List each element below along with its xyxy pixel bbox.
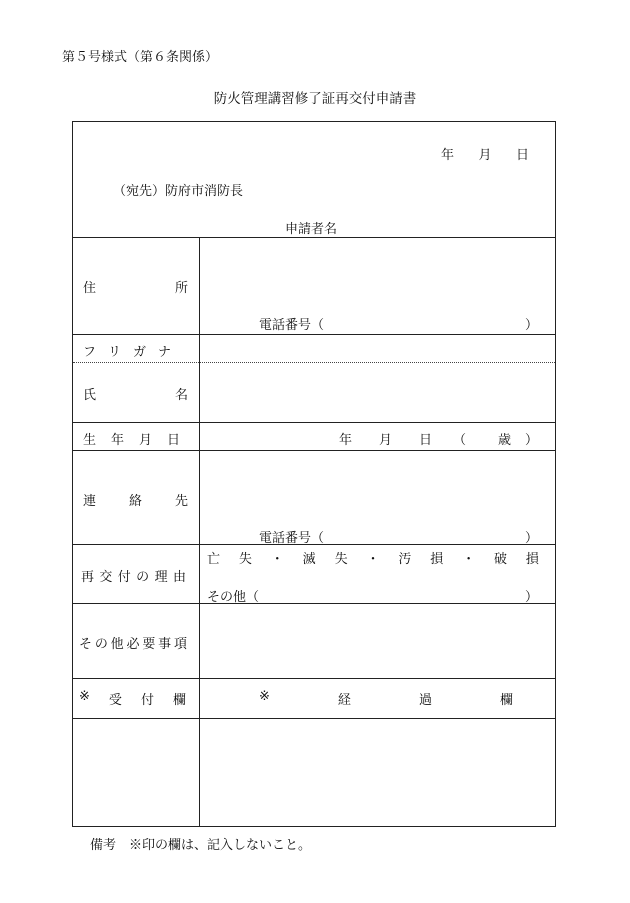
column-divider bbox=[199, 237, 200, 827]
address-phone-close: ） bbox=[525, 318, 539, 333]
birthdate-label: 生 年 月 日 bbox=[83, 433, 180, 448]
age-open-paren: （ bbox=[453, 433, 467, 448]
row-divider bbox=[73, 237, 555, 238]
reason-options: 亡 失 ・ 滅 失 ・ 汚 損 ・ 破 損 bbox=[207, 552, 539, 567]
birth-day-char: 日 bbox=[419, 433, 433, 448]
year-char: 年 bbox=[441, 148, 455, 163]
birth-year-char: 年 bbox=[339, 433, 353, 448]
other-required-label: そ の 他 必 要 事 項 bbox=[79, 637, 187, 652]
furigana-label: フ リ ガ ナ bbox=[83, 345, 171, 360]
form-number: 第５号様式（第６条関係） bbox=[62, 50, 219, 65]
progress-label: ※ 経 過 欄 bbox=[259, 689, 513, 708]
row-divider bbox=[73, 718, 555, 719]
reception-label: ※ 受 付 欄 bbox=[79, 689, 186, 708]
contact-phone-label: 電話番号（ bbox=[259, 531, 325, 546]
address-label: 住 所 bbox=[83, 281, 188, 296]
name-label: 氏 名 bbox=[83, 388, 188, 403]
applicant-name-label: 申請者名 bbox=[285, 222, 338, 237]
application-form-table bbox=[72, 121, 556, 827]
contact-label: 連 絡 先 bbox=[83, 494, 188, 509]
age-close-paren: ） bbox=[525, 433, 539, 448]
document-title: 防火管理講習修了証再交付申請書 bbox=[213, 91, 417, 107]
day-char: 日 bbox=[515, 148, 529, 163]
row-divider bbox=[73, 603, 555, 604]
row-divider bbox=[73, 450, 555, 451]
reason-label: 再 交 付 の 理 由 bbox=[81, 570, 186, 585]
month-char: 月 bbox=[478, 148, 492, 163]
remarks-note: 備考 ※印の欄は、記入しないこと。 bbox=[90, 838, 312, 853]
contact-phone-close: ） bbox=[525, 531, 539, 546]
age-char: 歳 bbox=[498, 433, 512, 448]
addressee: （宛先）防府市消防長 bbox=[113, 184, 244, 199]
date-line bbox=[441, 144, 529, 163]
birth-month-char: 月 bbox=[379, 433, 393, 448]
row-divider bbox=[73, 678, 555, 679]
row-divider bbox=[73, 334, 555, 335]
row-divider bbox=[73, 422, 555, 423]
reason-other-label: その他（ bbox=[207, 590, 260, 605]
row-divider-dotted bbox=[73, 362, 555, 363]
address-phone-label: 電話番号（ bbox=[259, 318, 325, 333]
reason-other-close: ） bbox=[525, 590, 539, 605]
